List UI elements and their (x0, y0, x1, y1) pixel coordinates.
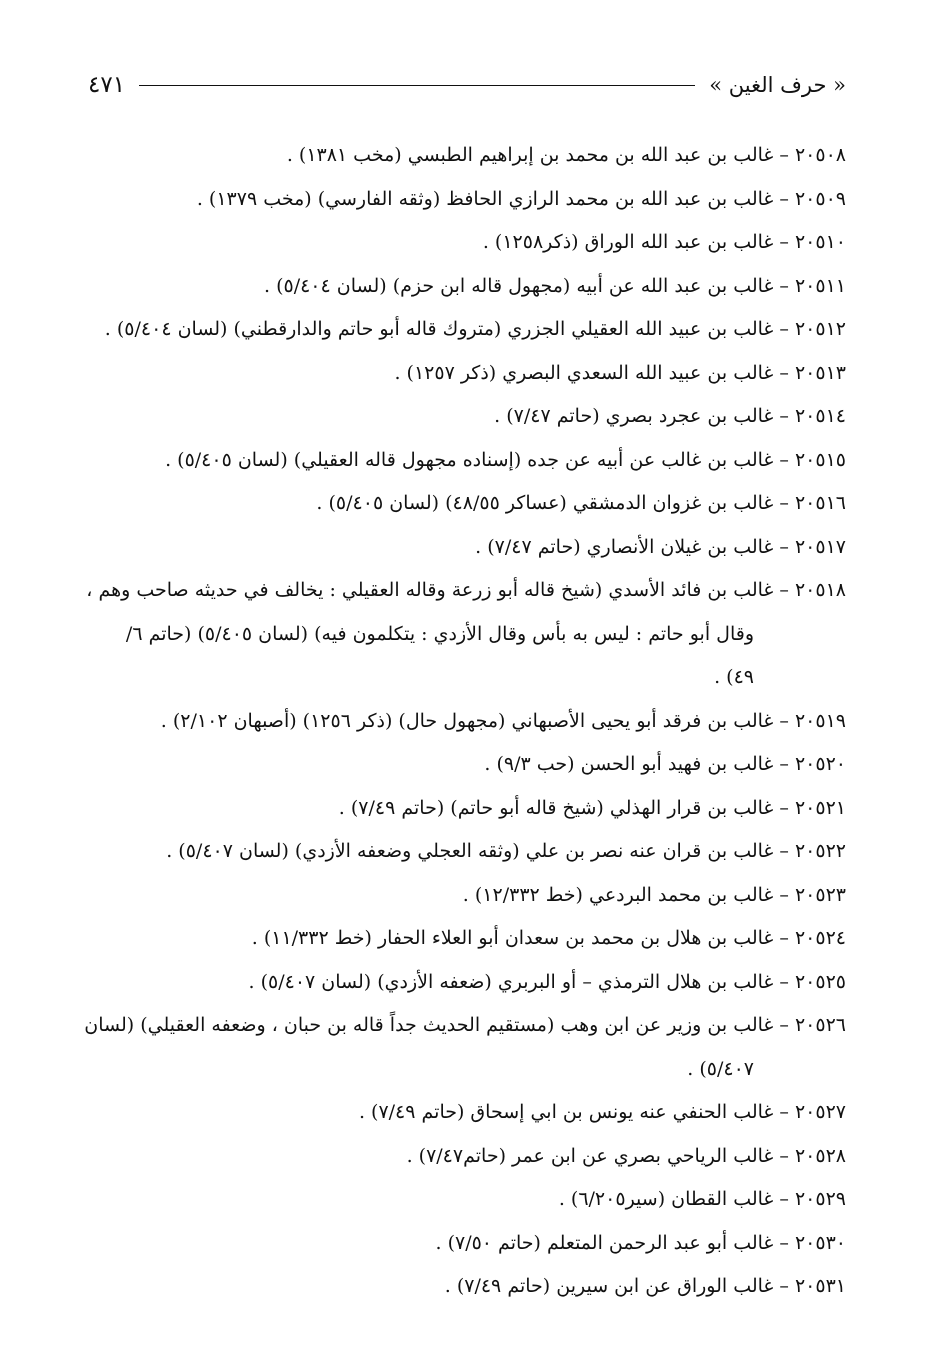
entry-text: غالب بن عبد الله بن محمد الرازي الحافظ (وثقه الفارسي) (مخب ١٣٧٩) . (196, 187, 774, 210)
entry-separator: – (773, 1231, 795, 1254)
entry-separator: – (773, 405, 795, 427)
entry-item (80, 1178, 846, 1222)
entry-text: غالب الحنفي عنه يونس بن ابي إسحاق (حاتم ٧/٤٩) . (358, 1101, 774, 1123)
entry-separator: – (773, 753, 795, 775)
entry-item (80, 1004, 846, 1091)
entry-text: غالب بن هلال الترمذي – أو البربري (ضعفه الأزدي) (لسان ٥/٤٠٧) . (248, 970, 774, 993)
entry-item (80, 1265, 846, 1309)
entry-text: غالب بن فهيد أبو الحسن (حب ٩/٣) . (484, 753, 774, 775)
entry-separator: – (773, 970, 795, 993)
entry-number: ٢٠٥٢٨ (794, 1144, 846, 1167)
entry-number: ٢٠٥١٤ (794, 405, 846, 427)
entry-text: غالب بن فرقد أبو يحيى الأصبهاني (مجهول حال) (ذكر ١٢٥٦) (أصبهان ٢/١٠٢) . (160, 709, 774, 732)
entry-number: ٢٠٥١٣ (794, 361, 846, 384)
entry-separator: – (773, 1144, 795, 1167)
entry-text: غالب بن عبيد الله السعدي البصري (ذكر ١٢٥٧) . (394, 361, 774, 384)
entry-number: ٢٠٥٣٠ (794, 1231, 846, 1254)
entry-text: غالب بن عبد الله بن محمد بن إبراهيم الطبسي (مخب ١٣٨١) . (286, 144, 774, 166)
entry-separator: – (773, 840, 795, 862)
entry-separator: – (773, 535, 795, 558)
entry-text: غالب بن وزير عن ابن وهب (مستقيم الحديث جداً قاله بن حبان ، وضعفه العقيلي) (لسان (84, 1014, 774, 1036)
entry-text: غالب الرياحي بصري عن ابن عمر (حاتم٧/٤٧) . (406, 1144, 774, 1167)
entry-list (80, 134, 846, 1309)
entry-item (80, 526, 846, 570)
entry-number: ٢٠٥٢١ (794, 796, 846, 819)
entry-item (80, 1135, 846, 1179)
entry-text: غالب بن قران عنه نصر بن علي (وثقه العجلي وضعفه الأزدي) (لسان ٥/٤٠٧) . (166, 840, 774, 862)
header-rule (139, 85, 695, 86)
entry-number: ٢٠٥١٦ (794, 492, 846, 514)
entry-separator: – (773, 361, 795, 384)
entry-item (80, 874, 846, 918)
entry-item (80, 700, 846, 744)
entry-text: غالب بن غزوان الدمشقي (عساكر ٤٨/٥٥) (لسان ٥/٤٠٥) . (316, 492, 774, 514)
entry-number: ٢٠٥٢٩ (794, 1188, 846, 1210)
entry-separator: – (773, 144, 795, 166)
entry-item (80, 265, 846, 309)
entry-text: غالب بن فائد الأسدي (شيخ قاله أبو زرعة وقاله العقيلي : يخالف في حديثه صاحب وهم ، (86, 579, 774, 601)
entry-separator: – (773, 231, 795, 253)
entry-number: ٢٠٥١٨ (794, 579, 846, 601)
entry-text: غالب بن غالب عن أبيه عن جده (إسناده مجهول قاله العقيلي) (لسان ٥/٤٠٥) . (165, 448, 774, 471)
entry-item (80, 439, 846, 483)
entry-number: ٢٠٥٢٤ (794, 927, 846, 949)
entry-text: غالب بن محمد البردعي (خط ١٢/٣٣٢) . (462, 883, 774, 906)
entry-item (80, 917, 846, 961)
entry-item (80, 787, 846, 831)
entry-text: غالب بن عجرد بصري (حاتم ٧/٤٧) . (494, 405, 774, 427)
entry-number: ٢٠٥٢٢ (794, 840, 846, 862)
entry-number: ٢٠٥٢٠ (794, 753, 846, 775)
entry-item (80, 961, 846, 1005)
entry-separator: – (773, 883, 795, 906)
page-header (88, 68, 846, 102)
entry-item (80, 178, 846, 222)
entry-text: غالب بن هلال بن محمد بن سعدان أبو العلاء الحفار (خط ١١/٣٣٢) . (251, 927, 774, 949)
entry-separator: – (773, 1101, 795, 1123)
entry-text: غالب بن قرار الهذلي (شيخ قاله أبو حاتم) (حاتم ٧/٤٩) . (338, 796, 774, 819)
entry-separator: – (773, 1275, 795, 1297)
entry-separator: – (773, 492, 795, 514)
entry-number: ٢٠٥٢٦ (794, 1014, 846, 1036)
entry-item (80, 743, 846, 787)
entry-number: ٢٠٥٠٩ (794, 187, 846, 210)
entry-item (80, 482, 846, 526)
entry-continuation: ٤٩) . (714, 666, 754, 688)
entry-separator: – (773, 318, 795, 340)
entry-text: غالب القطان (سير٦/٢٠٥) . (558, 1188, 774, 1210)
entry-text: غالب بن عبيد الله العقيلي الجزري (متروك قاله أبو حاتم والدارقطني) (لسان ٥/٤٠٤) . (104, 318, 774, 340)
entry-item (80, 830, 846, 874)
entry-number: ٢٠٥٠٨ (794, 144, 846, 166)
entry-item (80, 221, 846, 265)
entry-separator: – (773, 579, 795, 601)
entry-separator: – (773, 927, 795, 949)
entry-item (80, 1091, 846, 1135)
entry-number: ٢٠٥٢٧ (794, 1101, 846, 1123)
entry-number: ٢٠٥٢٣ (794, 883, 846, 906)
running-title: « حرف الغين » (709, 73, 846, 97)
entry-number: ٢٠٥٣١ (794, 1275, 846, 1297)
entry-separator: – (773, 1188, 795, 1210)
entry-continuation: وقال أبو حاتم : ليس به بأس وقال الأزدي : يتكلمون فيه) (لسان ٥/٤٠٥) (حاتم ٦/ (125, 622, 754, 645)
entry-number: ٢٠٥١٠ (794, 231, 846, 253)
entry-item (80, 352, 846, 396)
entry-number: ٢٠٥١٢ (794, 318, 846, 340)
entry-text: غالب بن غيلان الأنصاري (حاتم ٧/٤٧) . (475, 535, 774, 558)
entry-separator: – (773, 709, 795, 732)
entry-separator: – (773, 274, 795, 297)
entry-text: غالب بن عبد الله عن أبيه (مجهول قاله ابن حزم) (لسان ٥/٤٠٤) . (264, 274, 774, 297)
page-number: ٤٧١ (88, 72, 126, 98)
entry-text: غالب بن عبد الله الوراق (ذكر١٢٥٨) . (482, 231, 774, 253)
entry-continuation: ٥/٤٠٧) . (687, 1057, 754, 1080)
entry-item (80, 569, 846, 700)
entry-item (80, 1222, 846, 1266)
entry-number: ٢٠٥١٥ (794, 448, 846, 471)
entry-text: غالب أبو عبد الرحمن المتعلم (حاتم ٧/٥٠) . (435, 1231, 774, 1254)
entry-separator: – (773, 187, 795, 210)
entry-text: غالب الوراق عن ابن سيرين (حاتم ٧/٤٩) . (444, 1275, 774, 1297)
entry-number: ٢٠٥١٧ (794, 535, 846, 558)
entry-number: ٢٠٥١٩ (794, 709, 846, 732)
entry-item (80, 134, 846, 178)
entry-item (80, 395, 846, 439)
entry-number: ٢٠٥٢٥ (794, 970, 846, 993)
entry-separator: – (773, 1014, 795, 1036)
entry-separator: – (773, 448, 795, 471)
entry-item (80, 308, 846, 352)
entry-number: ٢٠٥١١ (794, 274, 846, 297)
entry-separator: – (773, 796, 795, 819)
